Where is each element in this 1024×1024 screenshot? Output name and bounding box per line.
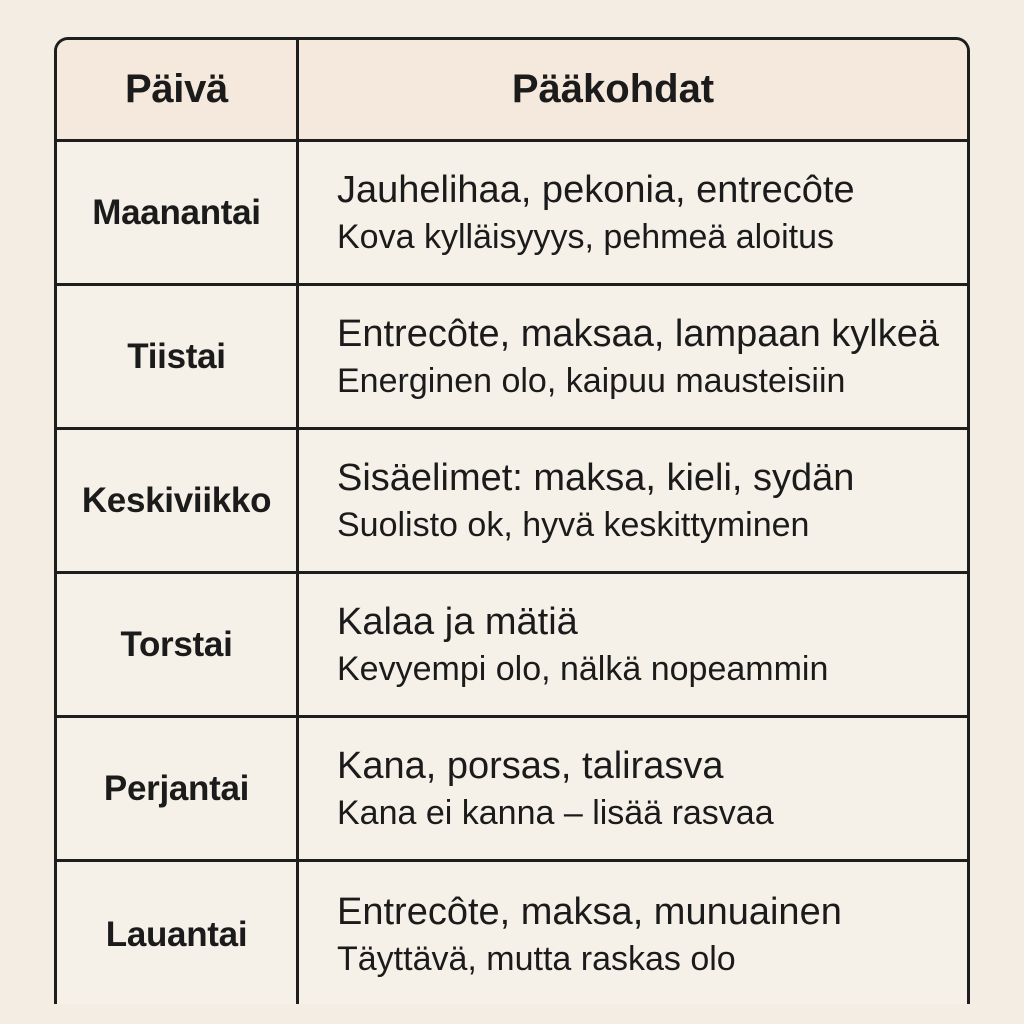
table-row (57, 574, 967, 718)
note-text: Energinen olo, kaipuu mausteisiin (337, 361, 846, 400)
table-row (57, 718, 967, 862)
foods-text: Jauhelihaa, pekonia, entrecôte (337, 168, 855, 211)
day-cell: Perjantai (57, 718, 299, 859)
table-row (57, 286, 967, 430)
points-cell (299, 286, 967, 427)
note-text: Kana ei kanna – lisää rasvaa (337, 793, 774, 832)
note-text: Kova kylläisyyys, pehmeä aloitus (337, 217, 835, 256)
day-cell: Keskiviikko (57, 430, 299, 571)
foods-text: Entrecôte, maksa, munuainen (337, 890, 842, 933)
table-row (57, 862, 967, 1004)
points-cell (299, 718, 967, 859)
day-cell: Maanantai (57, 142, 299, 283)
table-row (57, 430, 967, 574)
day-cell: Torstai (57, 574, 299, 715)
points-cell (299, 862, 967, 1004)
foods-text: Entrecôte, maksaa, lampaan kylkeä (337, 312, 939, 355)
note-text: Täyttävä, mutta raskas olo (337, 939, 736, 978)
foods-text: Kana, porsas, talirasva (337, 744, 724, 787)
points-cell (299, 430, 967, 571)
header-points: Pääkohdat (511, 67, 715, 111)
table-row (57, 142, 967, 286)
day-cell: Lauantai (57, 862, 299, 1004)
foods-text: Sisäelimet: maksa, kieli, sydän (337, 456, 855, 499)
note-text: Kevyempi olo, nälkä nopeammin (337, 649, 829, 688)
day-cell: Tiistai (57, 286, 299, 427)
foods-text: Kalaa ja mätiä (337, 600, 578, 643)
points-cell (299, 574, 967, 715)
points-cell (299, 142, 967, 283)
meal-table (54, 37, 970, 1004)
note-text: Suolisto ok, hyvä keskittyminen (337, 505, 810, 544)
header-day: Päivä (57, 40, 299, 139)
table-header-row (57, 40, 967, 142)
